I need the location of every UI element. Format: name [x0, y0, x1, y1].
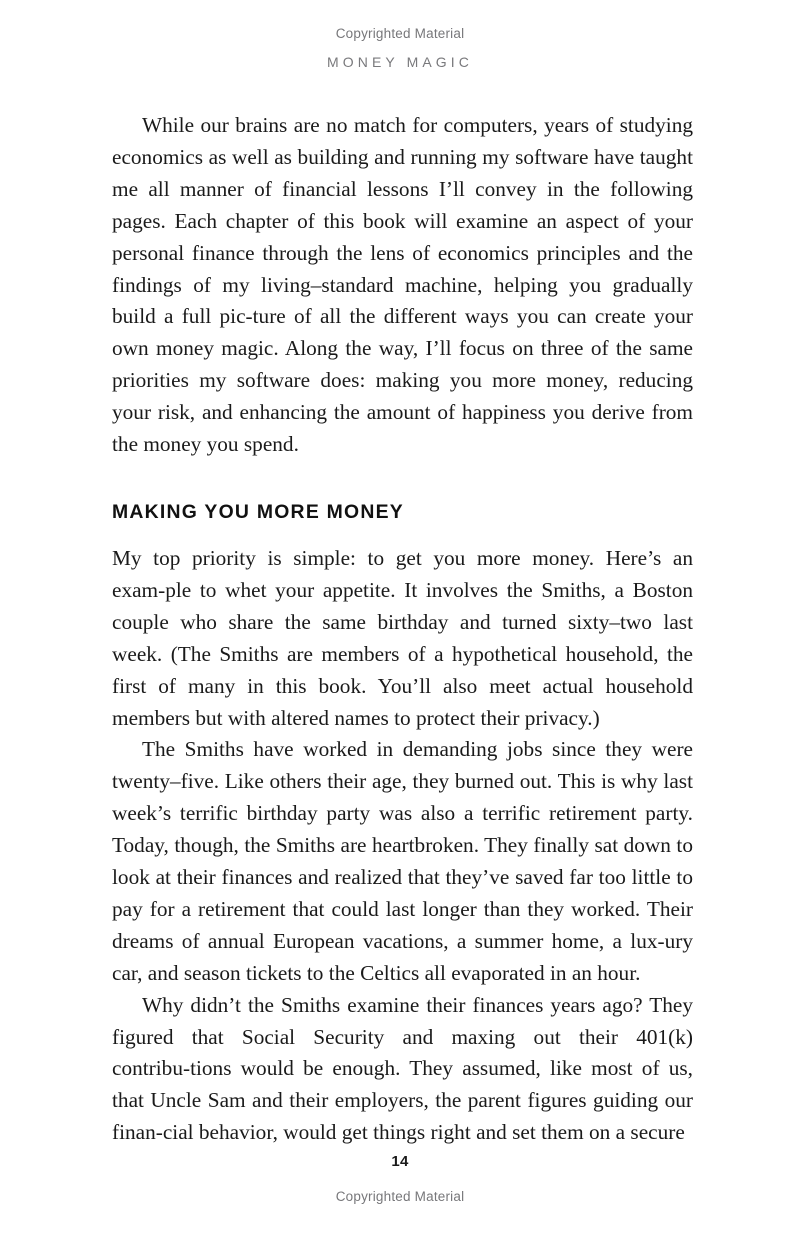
running-head-title: MONEY MAGIC: [327, 54, 473, 70]
page-text-block: [112, 110, 693, 1149]
paragraph-opening: While our brains are no match for computers, years of studying economics as well as building and running my software have taught me all manner of financial lessons I’ll convey in the following pages. Each chapter of this book will examine an aspect of your personal finance through the lens of economics principles and the findings of my living–standard machine, helping you gradually build a full pic‑ture of all the different ways you can create your own money magic. Along the way, I’ll focus on three of the same priorities my software does: making you more money, reducing your risk, and enhancing the amount of happiness you derive from the money you spend.: [112, 113, 693, 457]
section-heading-making-you-more-money: MAKING YOU MORE MONEY: [112, 500, 404, 523]
copyright-watermark-top: Copyrighted Material: [335, 26, 465, 41]
page-number: 14: [391, 1153, 409, 1170]
copyright-watermark-bottom: Copyrighted Material: [335, 1189, 465, 1204]
paragraph-top-priority: My top priority is simple: to get you more money. Here’s an exam‑ple to whet your appetite. It involves the Smiths, a Boston couple who share the same birthday and turned sixty–two last week. (The Smiths are members of a hypothetical household, the first of many in this book. You’ll also meet actual household members but with altered names to protect their privacy.): [112, 545, 693, 730]
paragraph-why-didnt-smiths: Why didn’t the Smiths examine their finances years ago? They figured that Social Security and maxing out their 401(k) contribu‑tions would be enough. They assumed, like most of us, that Uncle Sam and their employers, the parent figures guiding our finan‑cial behavior, would get things right and set them on a secure: [112, 992, 693, 1145]
paragraph-smiths-worked: The Smiths have worked in demanding jobs since they were twenty–five. Like others their age, they burned out. This is why last week’s terrific birthday party was also a terrific retirement party. Today, though, the Smiths are heartbroken. They finally sat down to look at their finances and realized that they’ve saved far too little to pay for a retirement that could last longer than they worked. Their dreams of annual European vacations, a summer home, a lux‑ury car, and season tickets to the Celtics all evaporated in an hour.: [112, 737, 693, 985]
